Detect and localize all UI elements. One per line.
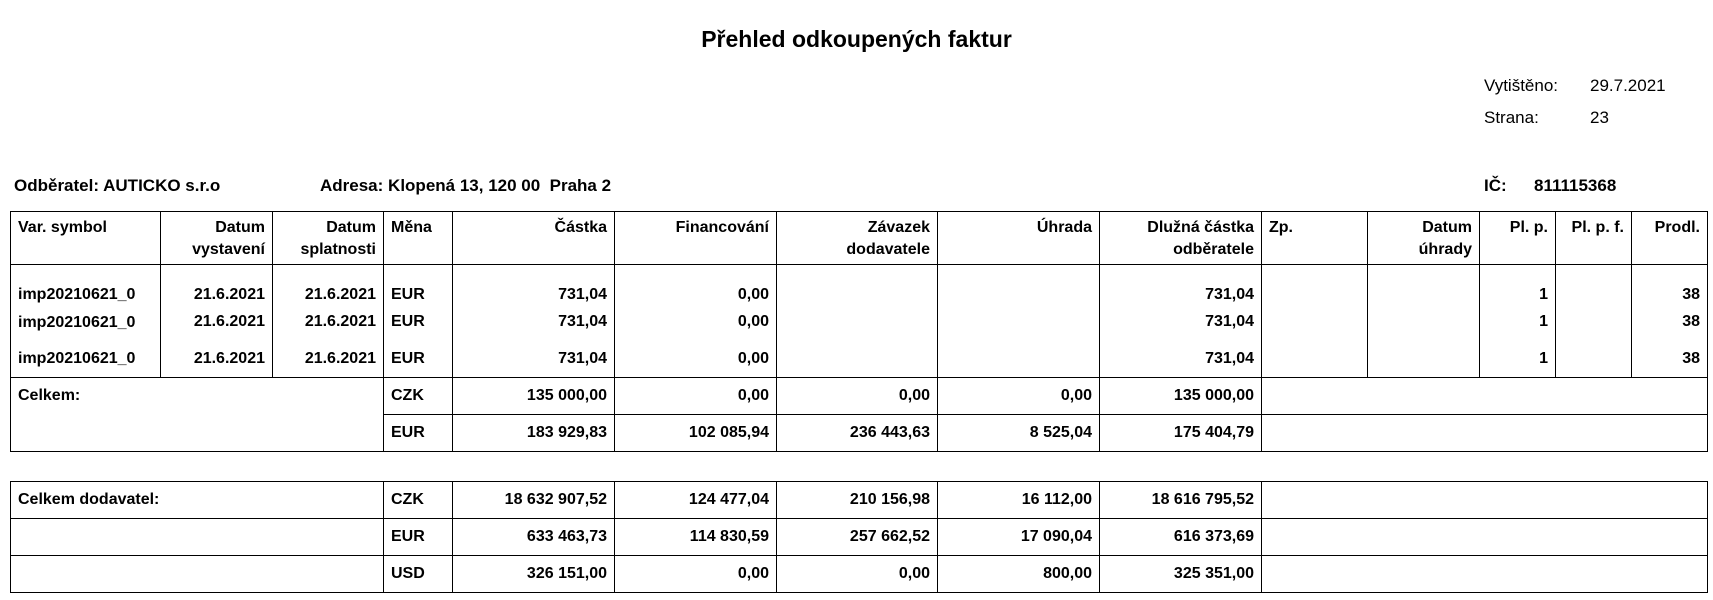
totals-label-filler [11, 414, 384, 451]
printed-label: Vytištěno: [1484, 76, 1559, 95]
cell-liability: 236 443,63 [777, 414, 938, 451]
cell-liability: 210 156,98 [777, 482, 938, 519]
cell-prodl: 38 [1632, 304, 1708, 341]
cell-amount: 731,04 [453, 341, 615, 378]
cell-method [1262, 304, 1368, 341]
cell-plpf [1556, 265, 1632, 304]
col-issue-date: Datum vystavení [161, 212, 273, 265]
cell-debt: 18 616 795,52 [1100, 482, 1262, 519]
cell-currency: CZK [384, 377, 453, 414]
cell-financing: 0,00 [615, 341, 777, 378]
cell-var-symbol: imp20210621_0 [18, 285, 136, 303]
supplier-totals-filler [1262, 482, 1708, 519]
cell-debt: 175 404,79 [1100, 414, 1262, 451]
totals-row [11, 377, 1708, 414]
cell-financing: 0,00 [615, 304, 777, 341]
cell-amount: 731,04 [453, 304, 615, 341]
cell-debt: 325 351,00 [1100, 556, 1262, 593]
cell-debt: 731,04 [1100, 304, 1262, 341]
customer-name: AUTICKO s.r.o [103, 176, 221, 195]
cell-debt: 731,04 [1100, 341, 1262, 378]
cell-financing: 114 830,59 [615, 519, 777, 556]
totals-filler [1262, 377, 1708, 414]
cell-due-date: 21.6.2021 [273, 304, 384, 341]
cell-financing: 124 477,04 [615, 482, 777, 519]
table-header [11, 212, 1708, 265]
col-financing: Financování [615, 212, 777, 265]
invoice-table [10, 211, 1708, 452]
cell-debt: 135 000,00 [1100, 377, 1262, 414]
cell-financing: 0,00 [615, 377, 777, 414]
table-row [11, 304, 1708, 341]
cell-var-symbol: imp20210621_0 [18, 350, 136, 367]
cell-liability [777, 265, 938, 304]
cell-paid-date [1368, 304, 1480, 341]
cell-payment [938, 304, 1100, 341]
col-currency: Měna [384, 212, 453, 265]
page-info [1484, 108, 1609, 128]
cell-currency: EUR [384, 414, 453, 451]
supplier-totals-row [11, 556, 1708, 593]
cell-financing: 0,00 [615, 556, 777, 593]
cell-currency: EUR [384, 341, 453, 378]
col-amount: Částka [453, 212, 615, 265]
printed-date: 29.7.2021 [1590, 76, 1666, 95]
totals-row [11, 414, 1708, 451]
cell-payment: 800,00 [938, 556, 1100, 593]
report-title: Přehled odkoupených faktur [701, 26, 1012, 52]
col-due-date: Datum splatnosti [273, 212, 384, 265]
cell-amount: 18 632 907,52 [453, 482, 615, 519]
cell-currency: CZK [384, 482, 453, 519]
supplier-totals-label-filler [11, 519, 384, 556]
col-plpf: Pl. p. f. [1556, 212, 1632, 265]
totals-label: Celkem: [11, 377, 384, 414]
cell-currency: EUR [384, 265, 453, 304]
col-paid-date: Datum úhrady [1368, 212, 1480, 265]
cell-payment: 16 112,00 [938, 482, 1100, 519]
cell-liability [777, 304, 938, 341]
cell-financing: 102 085,94 [615, 414, 777, 451]
cell-debt: 731,04 [1100, 265, 1262, 304]
cell-liability: 0,00 [777, 556, 938, 593]
supplier-totals-row [11, 482, 1708, 519]
col-var-symbol: Var. symbol [11, 212, 161, 265]
address-value: Klopená 13, 120 00 Praha 2 [388, 176, 612, 195]
cell-payment: 0,00 [938, 377, 1100, 414]
supplier-totals-label: Celkem dodavatel: [11, 482, 384, 519]
cell-prodl: 38 [1632, 341, 1708, 378]
supplier-totals-filler [1262, 519, 1708, 556]
cell-payment [938, 341, 1100, 378]
cell-amount: 135 000,00 [453, 377, 615, 414]
customer-label: Odběratel: [14, 176, 100, 195]
cell-issue-date: 21.6.2021 [161, 341, 273, 378]
col-debt: Dlužná částka odběratele [1100, 212, 1262, 265]
col-plp: Pl. p. [1480, 212, 1556, 265]
printed-info [1484, 76, 1666, 96]
cell-payment: 17 090,04 [938, 519, 1100, 556]
page-number: 23 [1590, 108, 1609, 127]
cell-plpf [1556, 304, 1632, 341]
ico-label: IČ: [1484, 176, 1507, 195]
supplier-totals-row [11, 519, 1708, 556]
cell-due-date: 21.6.2021 [273, 265, 384, 304]
cell-amount: 326 151,00 [453, 556, 615, 593]
cell-currency: EUR [384, 519, 453, 556]
table-row [11, 341, 1708, 378]
cell-paid-date [1368, 265, 1480, 304]
cell-currency: EUR [384, 304, 453, 341]
ico-info [1484, 176, 1616, 196]
cell-amount: 731,04 [453, 265, 615, 304]
supplier-totals-filler [1262, 556, 1708, 593]
table-row [11, 265, 1708, 304]
cell-financing: 0,00 [615, 265, 777, 304]
cell-liability: 257 662,52 [777, 519, 938, 556]
col-payment: Úhrada [938, 212, 1100, 265]
cell-liability: 0,00 [777, 377, 938, 414]
ico-value: 811115368 [1534, 176, 1617, 195]
totals-filler [1262, 414, 1708, 451]
cell-amount: 633 463,73 [453, 519, 615, 556]
page-label: Strana: [1484, 108, 1539, 127]
cell-issue-date: 21.6.2021 [161, 265, 273, 304]
cell-paid-date [1368, 341, 1480, 378]
cell-amount: 183 929,83 [453, 414, 615, 451]
supplier-totals-label-filler [11, 556, 384, 593]
col-method: Zp. [1262, 212, 1368, 265]
cell-prodl: 38 [1632, 265, 1708, 304]
cell-method [1262, 341, 1368, 378]
cell-due-date: 21.6.2021 [273, 341, 384, 378]
col-prodl: Prodl. [1632, 212, 1708, 265]
cell-plp: 1 [1480, 265, 1556, 304]
address-label: Adresa: [320, 176, 384, 195]
cell-plp: 1 [1480, 341, 1556, 378]
cell-payment [938, 265, 1100, 304]
customer-info [14, 176, 220, 196]
cell-issue-date: 21.6.2021 [161, 304, 273, 341]
cell-method [1262, 265, 1368, 304]
cell-plp: 1 [1480, 304, 1556, 341]
cell-debt: 616 373,69 [1100, 519, 1262, 556]
cell-currency: USD [384, 556, 453, 593]
cell-plpf [1556, 341, 1632, 378]
cell-payment: 8 525,04 [938, 414, 1100, 451]
cell-liability [777, 341, 938, 378]
address-info [320, 176, 611, 196]
cell-var-symbol: imp20210621_0 [18, 313, 136, 331]
supplier-totals-table [10, 481, 1708, 593]
col-liability: Závazek dodavatele [777, 212, 938, 265]
